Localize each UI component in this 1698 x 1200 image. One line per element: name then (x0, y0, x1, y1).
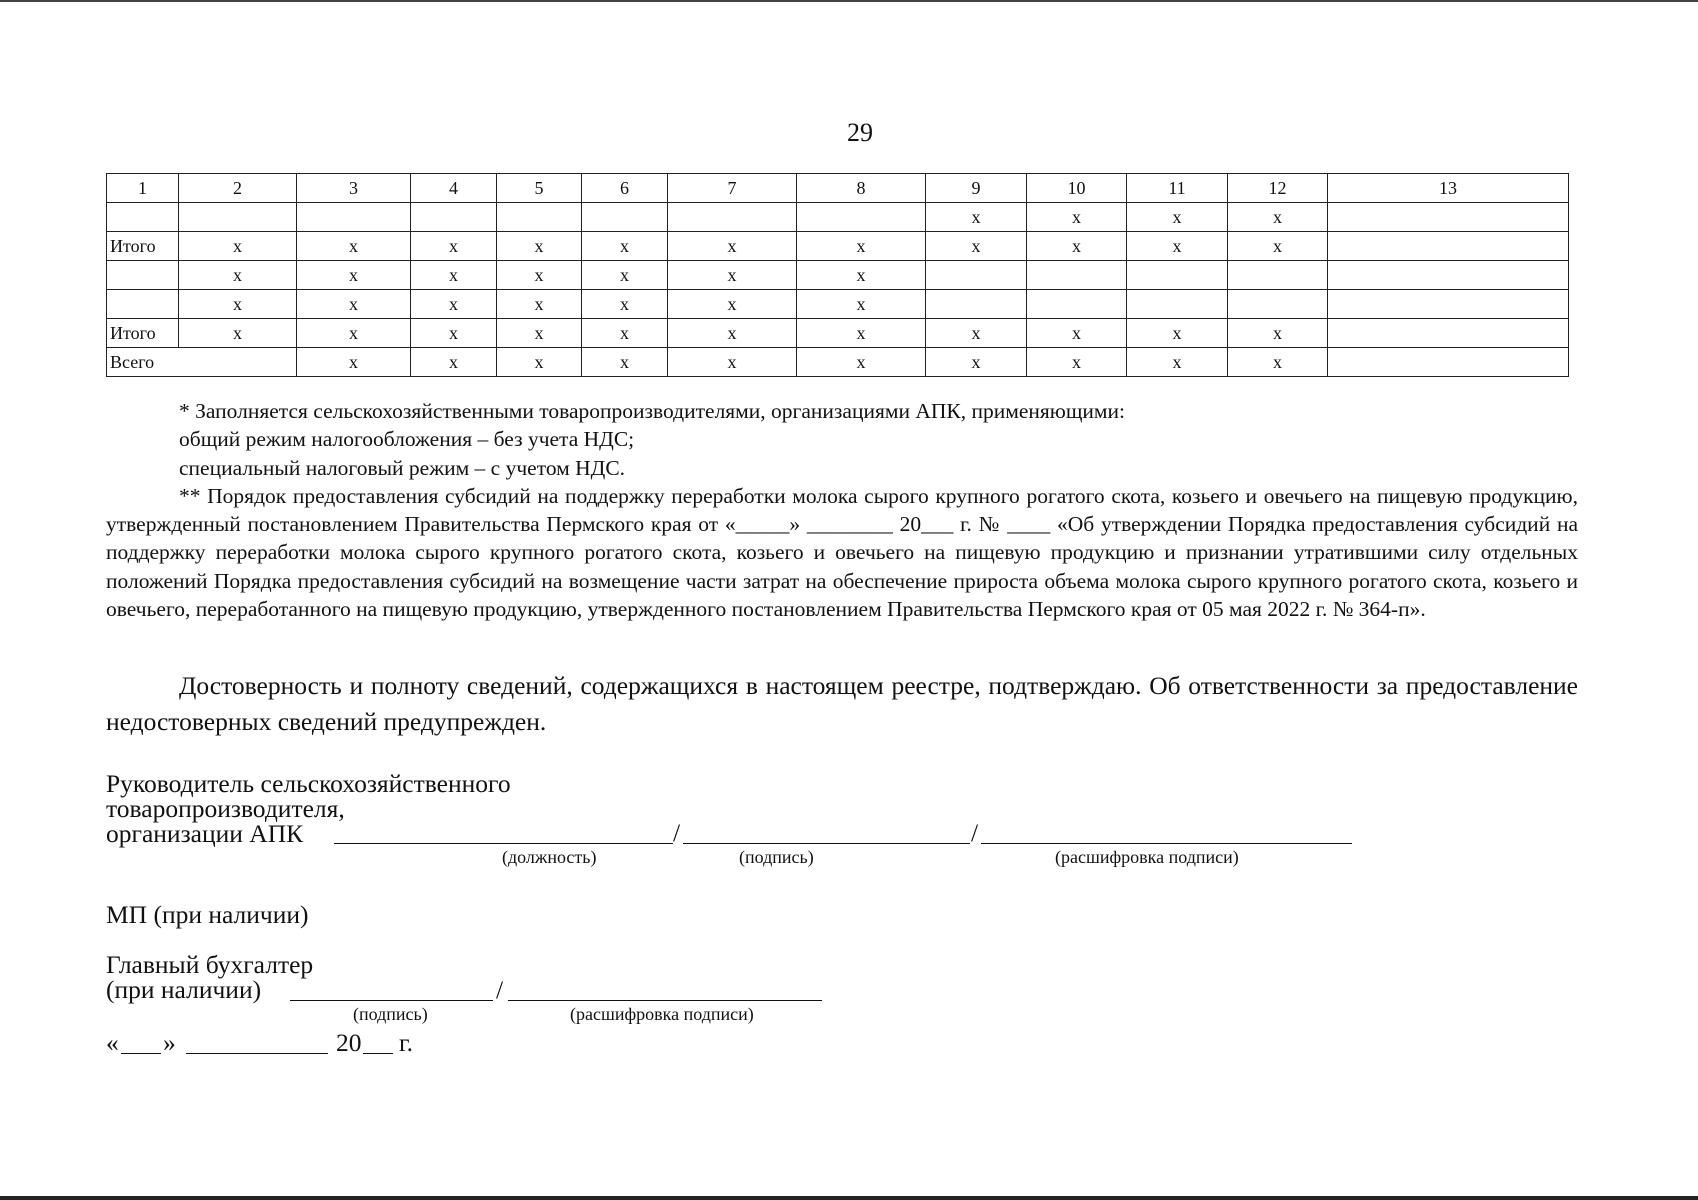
footnote-1-line-2: общий режим налогообложения – без учета НДС; (179, 427, 635, 452)
table-cell: x (1127, 348, 1228, 377)
table-cell: x (582, 232, 668, 261)
date-day-line[interactable] (121, 1053, 161, 1054)
footnote-2: ** Порядок предоставления субсидий на поддержку переработки молока сырого крупного рогатого скота, козьего и овечьего на пищевую продукцию, утвержденный постановлением Правительства Пермского края от «_____» ________ 20___ г. № ____ «Об утверждении Порядка предоставления субсидий на поддержку переработки молока сырого крупного рогатого скота, козьего и овечьего на пищевую продукцию и признании утратившими силу отдельных положений Порядка предоставления субсидий на возмещение части затрат на обеспечение прироста объема молока сырого крупного рогатого скота, козьего и овечьего, переработанного на пищевую продукцию, утвержденного постановлением Правительства Пермского края от 05 мая 2022 г. № 364-п». (106, 483, 1578, 622)
date-year-suffix: г. (399, 1028, 413, 1057)
table-cell: x (497, 348, 582, 377)
table-cell (1328, 319, 1569, 348)
table-cell (926, 290, 1027, 319)
table-cell (1228, 290, 1328, 319)
accountant-caption-signature: (подпись) (353, 1004, 428, 1024)
table-cell: x (926, 232, 1027, 261)
certification-text: Достоверность и полноту сведений, содержащихся в настоящем реестре, подтверждаю. Об ответственности за предоставление недостоверных сведений предупрежден. (106, 671, 1578, 736)
table-cell: x (668, 319, 797, 348)
head-separator-2: / (971, 818, 979, 847)
table-cell (497, 203, 582, 232)
head-position-line[interactable] (334, 843, 673, 844)
row-label-cell (107, 203, 179, 232)
table-cell: x (668, 348, 797, 377)
table-cell: x (1127, 203, 1228, 232)
table-row (107, 290, 1569, 319)
table-row (107, 261, 1569, 290)
certification-statement (106, 668, 1578, 740)
accountant-signature-line[interactable] (290, 1000, 493, 1001)
table-cell: x (497, 261, 582, 290)
date-year-prefix: 20 (336, 1028, 362, 1057)
date-month-line[interactable] (186, 1053, 328, 1054)
table-cell (297, 203, 411, 232)
table-cell: x (411, 232, 497, 261)
date-year-line[interactable] (363, 1053, 393, 1054)
table-cell (411, 203, 497, 232)
column-number-cell: 5 (497, 174, 582, 203)
column-number-cell: 11 (1127, 174, 1228, 203)
table-cell: x (582, 290, 668, 319)
table-cell: x (297, 232, 411, 261)
table-cell: x (1228, 348, 1328, 377)
table-cell (1027, 261, 1127, 290)
footnotes (106, 397, 1578, 623)
accountant-caption-decoding: (расшифровка подписи) (570, 1004, 754, 1024)
table-cell (179, 203, 297, 232)
table-cell: x (297, 348, 411, 377)
seal-label: МП (при наличии) (106, 900, 309, 929)
table-cell: x (926, 319, 1027, 348)
registry-table (106, 173, 1569, 377)
page-bottom-border (0, 1196, 1698, 1200)
table-cell (582, 203, 668, 232)
column-number-cell: 12 (1228, 174, 1328, 203)
accountant-separator: / (496, 975, 504, 1004)
date-open-quote: « (106, 1028, 119, 1057)
row-label-cell: Итого (107, 232, 179, 261)
table-cell (668, 203, 797, 232)
page-top-border (0, 0, 1698, 2)
caption-position: (должность) (502, 847, 597, 867)
table-cell: x (1027, 348, 1127, 377)
table-cell: x (582, 261, 668, 290)
table-cell: x (411, 319, 497, 348)
table-cell (1328, 203, 1569, 232)
table-cell: x (179, 232, 297, 261)
table-cell: x (668, 232, 797, 261)
table-cell: x (797, 348, 926, 377)
head-title-line-3: организации АПК (106, 819, 304, 848)
table-cell: x (497, 232, 582, 261)
table-cell: x (1027, 232, 1127, 261)
caption-decoding: (расшифровка подписи) (1055, 847, 1239, 867)
accountant-decoding-line[interactable] (508, 1000, 822, 1001)
table-row (107, 203, 1569, 232)
column-number-cell: 9 (926, 174, 1027, 203)
table-cell: x (1228, 319, 1328, 348)
table-cell (1127, 261, 1228, 290)
table-cell: x (926, 203, 1027, 232)
table-cell (1328, 261, 1569, 290)
row-label-cell (107, 261, 179, 290)
table-cell: x (1228, 232, 1328, 261)
table-cell: x (797, 232, 926, 261)
table-cell (1228, 261, 1328, 290)
table-cell: x (411, 348, 497, 377)
table-row (107, 232, 1569, 261)
table-cell (1328, 232, 1569, 261)
table-header-row (107, 174, 1569, 203)
table-cell: x (926, 348, 1027, 377)
accountant-title-line-2: (при наличии) (106, 975, 262, 1004)
date-close-quote: » (163, 1028, 176, 1057)
row-label-cell: Итого (107, 319, 179, 348)
table-cell: x (797, 290, 926, 319)
table-cell: x (297, 261, 411, 290)
table-cell (926, 261, 1027, 290)
column-number-cell: 7 (668, 174, 797, 203)
table-cell: x (1027, 319, 1127, 348)
table-cell: x (179, 290, 297, 319)
table-cell (1127, 290, 1228, 319)
head-title-line-2: товаропроизводителя, (106, 794, 345, 823)
column-number-cell: 1 (107, 174, 179, 203)
table-cell: x (497, 319, 582, 348)
table-cell: x (297, 290, 411, 319)
table-cell: x (582, 319, 668, 348)
table-cell: x (1127, 319, 1228, 348)
table-cell: x (582, 348, 668, 377)
column-number-cell: 10 (1027, 174, 1127, 203)
table-row (107, 348, 1569, 377)
table-cell: x (411, 261, 497, 290)
table-cell: x (1027, 203, 1127, 232)
footnote-1: * Заполняется сельскохозяйственными товаропроизводителями, организациями АПК, применяющими: (179, 399, 1125, 423)
column-number-cell: 4 (411, 174, 497, 203)
column-number-cell: 2 (179, 174, 297, 203)
row-label-cell (107, 290, 179, 319)
row-label-cell: Всего (107, 348, 297, 377)
table-cell: x (797, 319, 926, 348)
table-cell: x (668, 290, 797, 319)
page-number: 29 (847, 118, 873, 147)
head-separator-1: / (673, 818, 681, 847)
table-cell: x (297, 319, 411, 348)
table-cell (1328, 348, 1569, 377)
caption-signature: (подпись) (739, 847, 814, 867)
column-number-cell: 3 (297, 174, 411, 203)
table-cell: x (797, 261, 926, 290)
head-title-line-1: Руководитель сельскохозяйственного (106, 769, 511, 798)
column-number-cell: 8 (797, 174, 926, 203)
accountant-title-line-1: Главный бухгалтер (106, 950, 314, 979)
table-cell: x (1228, 203, 1328, 232)
table-cell (1328, 290, 1569, 319)
table-cell: x (179, 261, 297, 290)
table-cell: x (411, 290, 497, 319)
table-row (107, 319, 1569, 348)
head-decoding-line[interactable] (981, 843, 1352, 844)
table-cell (1027, 290, 1127, 319)
table-cell: x (497, 290, 582, 319)
table-cell: x (179, 319, 297, 348)
table-cell: x (668, 261, 797, 290)
column-number-cell: 6 (582, 174, 668, 203)
table-cell (797, 203, 926, 232)
footnote-1-line-3: специальный налоговый режим – с учетом НДС. (179, 455, 626, 480)
table-cell: x (1127, 232, 1228, 261)
column-number-cell: 13 (1328, 174, 1569, 203)
head-signature-line[interactable] (683, 843, 970, 844)
